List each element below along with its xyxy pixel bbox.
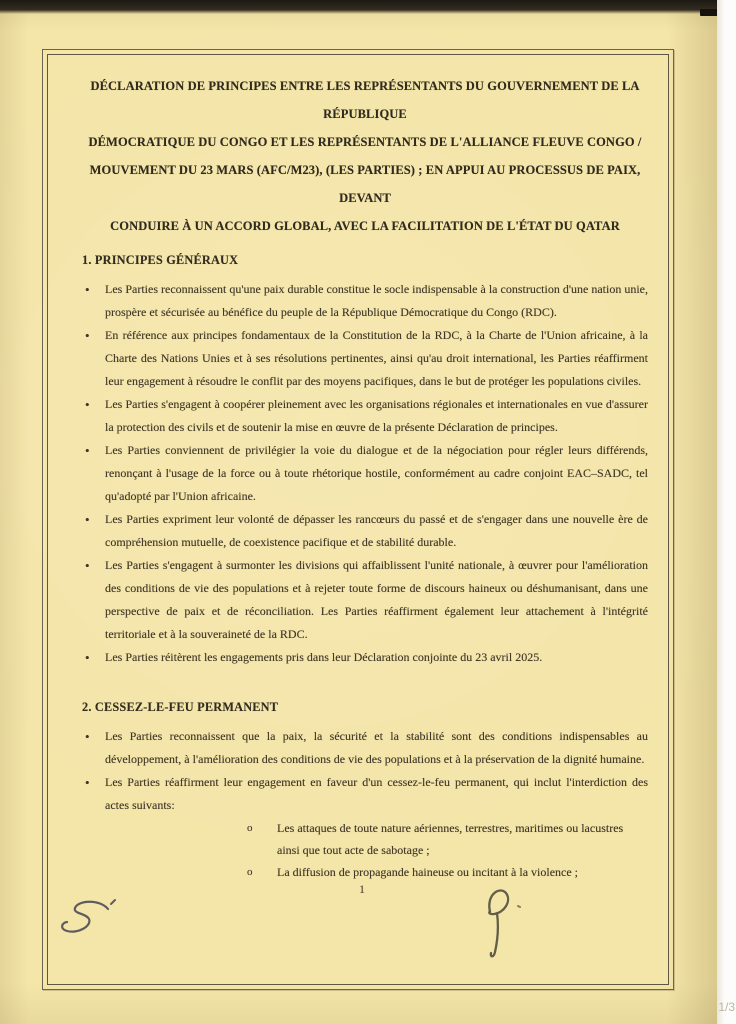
title-line: DÉMOCRATIQUE DU CONGO ET LES REPRÉSENTANTS DE L'ALLIANCE FLEUVE CONGO / [88,135,642,149]
section-2-bullet-list [82,725,648,817]
bullet-item: • Les Parties s'engagent à surmonter les divisions qui affaiblissent l'unité nationale, à œuvrer pour l'amélioration des conditions de vie des populations et à rejeter toute forme de discours haineux ou déshumanisant, dans une perspective de paix et de réconciliation. Les Parties réaffirment également leur attachement à l'intégrité territoriale et à la souveraineté de la RDC. [82,554,648,646]
bullet-item: • Les Parties conviennent de privilégier la voie du dialogue et de la négociation pour régler leurs différends, renonçant à l'usage de la force ou à toute rhétorique hostile, conformément au cadre conjoint EAC–SADC, tel qu'adopté par l'Union africaine. [82,439,648,508]
scan-top-edge [0,0,717,14]
document-title [82,72,648,240]
bullet-item: • Les Parties expriment leur volonté de dépasser les rancœurs du passé et de s'engager dans une nouvelle ère de compréhension mutuelle, de coexistence pacifique et de stabilité durable. [82,508,648,554]
bullet-item: • Les Parties s'engagent à coopérer pleinement avec les organisations régionales et internationales en vue d'assurer la protection des civils et de soutenir la mise en œuvre de la présente Déclaration de principes. [82,393,648,439]
initials-signature-right-icon [466,882,530,968]
title-line: MOUVEMENT DU 23 MARS (AFC/M23), (LES PARTIES) ; EN APPUI AU PROCESSUS DE PAIX, DEVANT [89,163,641,205]
section-2-sub-bullet-list [245,817,627,883]
bullet-item: • En référence aux principes fondamentaux de la Constitution de la RDC, à la Charte de l'Union africaine, à la Charte des Nations Unies et à ses résolutions pertinentes, ainsi qu'au droit international, les Parties réaffirment leur engagement à résoudre le conflit par des moyens pacifiques, dans le but de protéger les populations civiles. [82,324,648,393]
section-2-heading: 2. CESSEZ-LE-FEU PERMANENT [82,700,279,714]
page-number: 1 [359,882,365,896]
title-line: CONDUIRE À UN ACCORD GLOBAL, AVEC LA FACILITATION DE L'ÉTAT DU QATAR [110,219,620,233]
sheet-corner-mark: 1/3 [718,1000,735,1014]
title-line: DÉCLARATION DE PRINCIPES ENTRE LES REPRÉSENTANTS DU GOUVERNEMENT DE LA RÉPUBLIQUE [90,79,640,121]
bullet-item: • Les Parties reconnaissent que la paix, la sécurité et la stabilité sont des conditions indispensables au développement, à l'amélioration des conditions de vie des populations et à la préservation de la dignité humaine. [82,725,648,771]
section-1-bullet-list [82,278,648,669]
sub-bullet-item: o Les attaques de toute nature aériennes, terrestres, maritimes ou lacustres ainsi que tout acte de sabotage ; [245,817,627,861]
bullet-item: • Les Parties réaffirment leur engagement en faveur d'un cessez-le-feu permanent, qui inclut l'interdiction des actes suivants: [82,771,648,817]
bullet-item: • Les Parties reconnaissent qu'une paix durable constitue le socle indispensable à la construction d'une nation unie, prospère et sécurisée au bénéfice du peuple de la République Démocratique du Congo (RDC). [82,278,648,324]
page-content [82,72,648,883]
sub-bullet-item: o La diffusion de propagande haineuse ou incitant à la violence ; [245,861,627,883]
bullet-item: • Les Parties réitèrent les engagements pris dans leur Déclaration conjointe du 23 avril 2025. [82,646,648,669]
section-1-heading: 1. PRINCIPES GÉNÉRAUX [82,253,239,267]
scan-background-strip [717,0,736,1024]
initials-signature-left-icon [48,896,120,948]
